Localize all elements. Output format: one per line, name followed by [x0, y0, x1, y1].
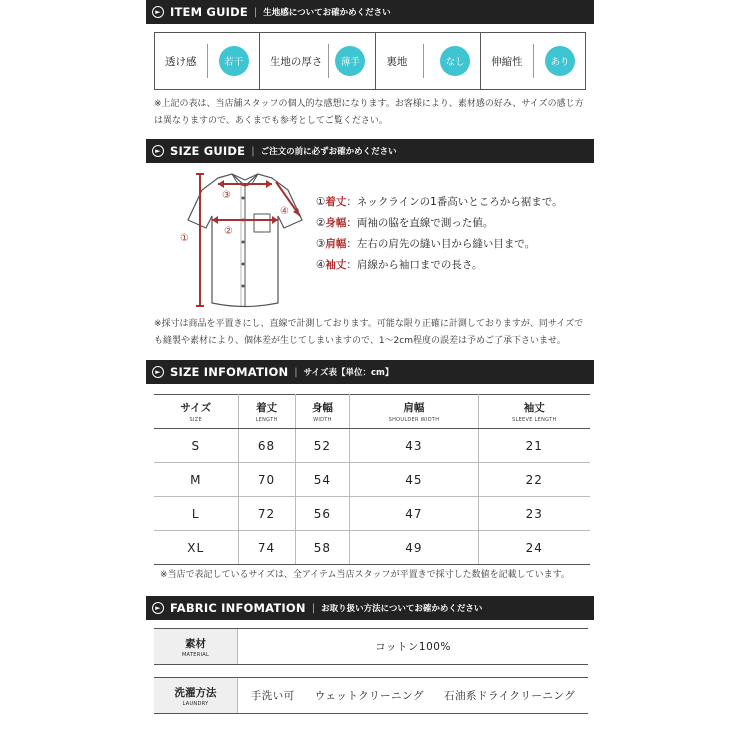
section-subtitle: お取り扱い方法についてお確かめください: [321, 604, 483, 614]
guide-cell-lining: 裏地 なし: [376, 33, 481, 89]
item-guide-header: ► ITEM GUIDE | 生地感についてお確かめください: [146, 0, 594, 24]
fabric-info-header: ► FABRIC INFOMATION | お取り扱い方法についてお確かめください: [146, 596, 594, 620]
value-badge: なし: [440, 46, 470, 76]
measure-item: ①着丈：ネックラインの1番高いところから裾まで。: [316, 196, 563, 208]
material-value: コットン100%: [375, 641, 451, 653]
section-subtitle: サイズ表【単位：cm】: [303, 368, 394, 378]
column-header: 身幅 WIDTH: [295, 395, 350, 429]
value-badge: 若干: [219, 46, 249, 76]
section-subtitle: 生地感についてお確かめください: [263, 8, 391, 18]
laundry-row: 洗濯方法 LAUNDRY 手洗い可 ウェットクリーニング 石油系ドライクリーニング: [154, 677, 588, 714]
size-table: [154, 394, 590, 565]
material-row: 素材 MATERIAL コットン100%: [154, 628, 588, 665]
shirt-icon: [170, 168, 320, 313]
column-header: 着丈 LENGTH: [238, 395, 295, 429]
laundry-value: 手洗い可: [250, 690, 295, 702]
value-badge: 薄手: [335, 46, 365, 76]
sleeve-marker: ④: [280, 206, 289, 217]
size-guide-note: ※採寸は商品を平置きにし、直線で計測しております。可能な限り正確に計測しておりますが、同サイズで も縫製や素材により、個体差が生じてしまいますので、1〜2cm程度の誤差は予めご了承下さいませ。: [154, 319, 584, 346]
item-guide-note: ※上記の表は、当店舗スタッフの個人的な感想になります。お客様により、素材感の好み、サイズの感じ方 は異なりますので、あくまでも参考としてご覧ください。: [154, 99, 584, 126]
table-row: M 70 54 45 22: [154, 463, 590, 497]
item-guide-table: [154, 32, 586, 90]
shoulder-marker: ③: [222, 190, 231, 201]
guide-cell-thickness: 生地の厚さ 薄手: [260, 33, 377, 89]
section-title: ITEM GUIDE: [170, 5, 248, 19]
chevron-right-icon: ►: [152, 366, 164, 378]
length-marker: ①: [180, 233, 189, 244]
section-title: SIZE INFOMATION: [170, 365, 289, 379]
column-header: 肩幅 SHOULDER WIDTH: [350, 395, 478, 429]
table-row: S 68 52 43 21: [154, 429, 590, 463]
chevron-right-icon: ►: [152, 145, 164, 157]
chevron-right-icon: ►: [152, 6, 164, 18]
section-title: FABRIC INFOMATION: [170, 601, 306, 615]
section-title: SIZE GUIDE: [170, 144, 246, 158]
guide-cell-stretch: 伸縮性 あり: [481, 33, 585, 89]
column-header: 袖丈 SLEEVE LENGTH: [478, 395, 590, 429]
table-row: L 72 56 47 23: [154, 497, 590, 531]
shirt-diagram: [170, 168, 320, 313]
laundry-value: ウェットクリーニング: [314, 690, 424, 702]
measure-item: ③肩幅：左右の肩先の縫い目から縫い目まで。: [316, 238, 536, 250]
chevron-right-icon: ►: [152, 602, 164, 614]
guide-cell-sheerness: 透け感 若干: [155, 33, 260, 89]
size-info-note: ※当店で表記しているサイズは、全アイテム当店スタッフが平置きで採寸した数値を記載しています。: [160, 570, 570, 580]
section-subtitle: ご注文の前に必ずお確かめください: [260, 147, 397, 157]
measure-item: ④袖丈：肩線から袖口までの長さ。: [316, 259, 483, 271]
measurement-legend: [316, 192, 563, 276]
table-row: XL 74 58 49 24: [154, 531, 590, 565]
value-badge: あり: [545, 46, 575, 76]
measure-item: ②身幅：両袖の脇を直線で測った値。: [316, 217, 494, 229]
size-info-header: ► SIZE INFOMATION | サイズ表【単位：cm】: [146, 360, 594, 384]
table-header-row: [154, 395, 590, 429]
width-marker: ②: [224, 226, 233, 237]
laundry-value: 石油系ドライクリーニング: [443, 690, 576, 702]
size-guide-header: ► SIZE GUIDE | ご注文の前に必ずお確かめください: [146, 139, 594, 163]
column-header: サイズ SIZE: [154, 395, 238, 429]
